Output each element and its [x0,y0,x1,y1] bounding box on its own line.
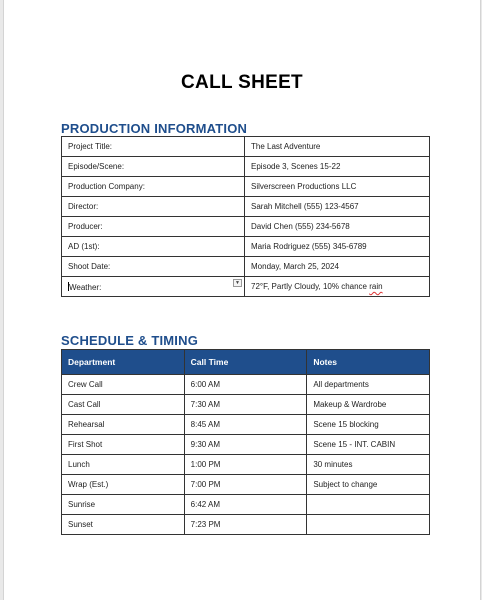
cell-department[interactable]: Sunrise [62,495,185,515]
cell-value[interactable]: Silverscreen Productions LLC [245,177,430,197]
cell-notes[interactable]: Scene 15 blocking [307,415,430,435]
cell-department[interactable]: Rehearsal [62,415,185,435]
cell-notes[interactable] [307,515,430,535]
table-row [62,495,430,515]
cell-call-time[interactable]: 1:00 PM [184,455,307,475]
cell-call-time[interactable]: 7:23 PM [184,515,307,535]
table-row [62,177,430,197]
column-header[interactable]: Call Time [184,350,307,375]
table-row [62,515,430,535]
document-page [3,0,481,600]
table-row [62,375,430,395]
table-row [62,435,430,455]
cell-value[interactable]: Sarah Mitchell (555) 123-4567 [245,197,430,217]
cell-value[interactable]: David Chen (555) 234-5678 [245,217,430,237]
cell-department[interactable]: Sunset [62,515,185,535]
table-row [62,455,430,475]
cell-value-text: 72°F, Partly Cloudy, 10% chance [251,282,370,291]
table-row [62,257,430,277]
cell-call-time[interactable]: 6:42 AM [184,495,307,515]
table-header-row [62,350,430,375]
cell-notes[interactable]: All departments [307,375,430,395]
cell-label[interactable]: Episode/Scene: [62,157,245,177]
cell-label[interactable]: Shoot Date: [62,257,245,277]
cell-call-time[interactable]: 8:45 AM [184,415,307,435]
cell-department[interactable]: Lunch [62,455,185,475]
cell-department[interactable]: Crew Call [62,375,185,395]
table-row [62,217,430,237]
production-table [61,136,430,297]
table-row [62,157,430,177]
cell-value[interactable]: Monday, March 25, 2024 [245,257,430,277]
production-heading: PRODUCTION INFORMATION [61,121,248,136]
cell-department[interactable]: First Shot [62,435,185,455]
table-row [62,277,430,297]
cell-call-time[interactable]: 7:30 AM [184,395,307,415]
cell-label[interactable]: Director: [62,197,245,217]
cell-label[interactable]: Production Company: [62,177,245,197]
cell-label[interactable]: AD (1st): [62,237,245,257]
cell-value[interactable]: Maria Rodriguez (555) 345-6789 [245,237,430,257]
cell-call-time[interactable]: 7:00 PM [184,475,307,495]
chevron-down-icon[interactable]: ▼ [233,279,242,287]
schedule-heading: SCHEDULE & TIMING [61,333,199,348]
cell-notes[interactable]: Makeup & Wardrobe [307,395,430,415]
cell-department[interactable]: Cast Call [62,395,185,415]
table-row [62,395,430,415]
table-row [62,197,430,217]
schedule-table [61,349,430,535]
cell-department[interactable]: Wrap (Est.) [62,475,185,495]
cell-notes[interactable] [307,495,430,515]
cell-notes[interactable]: Subject to change [307,475,430,495]
cell-label[interactable]: Project Title: [62,137,245,157]
cell-value[interactable]: The Last Adventure [245,137,430,157]
cell-label[interactable]: Producer: [62,217,245,237]
table-row [62,137,430,157]
document-title: CALL SHEET [181,72,303,93]
cell-label-text: Weather: [69,282,102,292]
cell-call-time[interactable]: 6:00 AM [184,375,307,395]
table-row [62,237,430,257]
cell-notes[interactable]: 30 minutes [307,455,430,475]
cell-value[interactable] [245,277,430,297]
spellcheck-flagged-word: rain [369,282,383,291]
cell-label-active[interactable] [62,277,245,297]
cell-value[interactable]: Episode 3, Scenes 15-22 [245,157,430,177]
table-row [62,475,430,495]
column-header[interactable]: Department [62,350,185,375]
table-row [62,415,430,435]
cell-notes[interactable]: Scene 15 - INT. CABIN [307,435,430,455]
cell-call-time[interactable]: 9:30 AM [184,435,307,455]
column-header[interactable]: Notes [307,350,430,375]
